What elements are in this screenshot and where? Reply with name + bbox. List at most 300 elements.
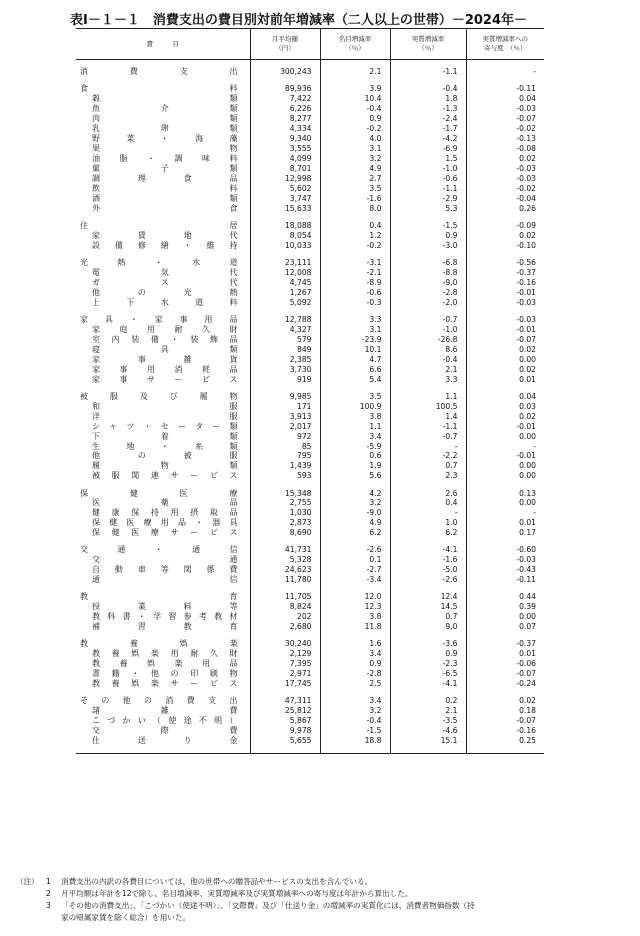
note-number: 3 — [46, 901, 51, 910]
cell-contrib: -0.02 — [466, 124, 544, 134]
cell-real: 0.4 — [390, 498, 466, 508]
cell-contrib: 0.01 — [466, 375, 544, 385]
label-char: 健 — [111, 528, 120, 538]
cell-amount: 1,267 — [250, 288, 320, 298]
spacer-row — [76, 481, 544, 488]
cell-amount: 8,701 — [250, 164, 320, 174]
category-row — [76, 696, 544, 706]
subcategory-row — [76, 716, 544, 726]
subcategory-row — [76, 114, 544, 124]
cell-amount: 4,334 — [250, 124, 320, 134]
label-char: 習 — [168, 612, 177, 622]
cell-amount: 300,243 — [250, 67, 320, 77]
cell-nominal: 6.6 — [320, 365, 390, 375]
subcategory-row — [76, 268, 544, 278]
label-char: 保 — [80, 488, 88, 498]
subcategory-row — [76, 241, 544, 251]
label-char: 雑 — [160, 706, 169, 716]
label-char: 雑 — [183, 354, 192, 364]
cell-contrib: 0.39 — [466, 602, 544, 612]
label-char: サ — [170, 471, 179, 481]
subcategory-row — [76, 204, 544, 214]
cell-nominal: 3.2 — [320, 706, 390, 716]
row-label-text — [76, 679, 250, 689]
cell-real: -2.8 — [390, 288, 466, 298]
label-char: 動 — [114, 565, 123, 575]
row-label-text — [76, 442, 250, 452]
label-char: 家 — [80, 314, 88, 324]
row-label — [76, 622, 250, 632]
label-char: 送 — [137, 736, 146, 746]
subcategory-row — [76, 335, 544, 345]
label-char: 事 — [137, 354, 146, 364]
label-char: の — [144, 696, 153, 706]
note-item — [16, 876, 636, 888]
label-char: 健 — [109, 518, 118, 528]
cell-real: -2.6 — [390, 575, 466, 585]
cell-nominal: 3.4 — [320, 432, 390, 442]
cell-nominal: -3.4 — [320, 575, 390, 585]
cell-real: -3.6 — [390, 639, 466, 649]
cell-contrib: -0.07 — [466, 114, 544, 124]
cell-nominal: 10.1 — [320, 345, 390, 355]
cell-amount: 9,978 — [250, 726, 320, 736]
label-char: 光 — [80, 257, 88, 267]
row-label — [76, 649, 250, 659]
cell-contrib: -0.01 — [466, 422, 544, 432]
label-char: 電 — [92, 267, 100, 277]
label-char: 道 — [195, 297, 204, 307]
label-char: 交 — [80, 545, 88, 555]
label-char: 療 — [143, 518, 152, 528]
cell-real: 1.0 — [390, 518, 466, 528]
cell-real: 2.3 — [390, 471, 466, 481]
label-char: 繕 — [160, 240, 169, 250]
label-char: 楽 — [150, 679, 159, 689]
row-label-text — [76, 736, 250, 746]
row-label-text — [76, 422, 250, 432]
row-label — [76, 706, 250, 716]
label-char: 係 — [206, 565, 215, 575]
label-char: 途 — [183, 716, 192, 726]
cell-contrib: 0.00 — [466, 612, 544, 622]
cell-nominal: -0.4 — [320, 104, 390, 114]
spacer-row — [76, 308, 544, 315]
cell-contrib: - — [466, 67, 544, 77]
label-char: 代 — [229, 267, 238, 277]
cell-amount: 2,873 — [250, 518, 320, 528]
row-label — [76, 375, 250, 385]
row-label — [76, 114, 250, 124]
label-char: 連 — [150, 471, 159, 481]
cell-real: -8.8 — [390, 268, 466, 278]
row-label — [76, 716, 250, 726]
label-char: 用 — [202, 659, 210, 669]
label-char: 物 — [229, 669, 238, 679]
label-char: び — [169, 391, 178, 401]
cell-nominal: 3.4 — [320, 696, 390, 706]
cell-nominal: -2.7 — [320, 565, 390, 575]
cell-contrib: 0.26 — [466, 204, 544, 214]
row-label — [76, 104, 250, 114]
cell-contrib: -0.03 — [466, 164, 544, 174]
cell-nominal: 3.8 — [320, 412, 390, 422]
label-char: 水 — [192, 257, 201, 267]
label-char: 療 — [229, 488, 238, 498]
label-char: 器 — [212, 518, 221, 528]
subcategory-row — [76, 184, 544, 194]
spacer-row — [76, 385, 544, 392]
cell-nominal: 6.2 — [320, 528, 390, 538]
subcategory-row — [76, 124, 544, 134]
cell-real: 15.1 — [390, 736, 466, 746]
cell-amount: 4,327 — [250, 325, 320, 335]
label-char: 設 — [92, 240, 100, 250]
cell-nominal: -2.8 — [320, 669, 390, 679]
label-char: 養 — [129, 639, 138, 649]
cell-amount: 11,780 — [250, 575, 320, 585]
row-label — [76, 545, 250, 555]
row-label-text — [76, 461, 250, 471]
label-char: 際 — [160, 726, 169, 736]
cell-real: 0.2 — [390, 696, 466, 706]
label-char: 用 — [204, 314, 213, 324]
header-nominal: 名目増減率 （％） — [320, 29, 390, 60]
label-char: 生 — [92, 441, 100, 451]
row-label — [76, 592, 250, 602]
row-label-text — [76, 528, 250, 538]
cell-nominal: 3.2 — [320, 498, 390, 508]
label-char: づ — [107, 716, 116, 726]
cell-amount: 5,328 — [250, 555, 320, 565]
cell-contrib: -0.60 — [466, 545, 544, 555]
label-char: 書 — [92, 669, 100, 679]
cell-amount: 579 — [250, 335, 320, 345]
subcategory-row — [76, 659, 544, 669]
subcategory-row — [76, 471, 544, 481]
label-char: 家 — [92, 230, 100, 240]
cell-contrib: -0.03 — [466, 174, 544, 184]
cell-nominal: 8.0 — [320, 204, 390, 214]
cell-real: -6.5 — [390, 669, 466, 679]
row-label — [76, 402, 250, 412]
row-label-text — [76, 639, 250, 649]
label-char: 用 — [160, 518, 169, 528]
cell-contrib: 0.00 — [466, 471, 544, 481]
label-char: 参 — [183, 612, 192, 622]
cell-contrib: 0.07 — [466, 622, 544, 632]
subcategory-row — [76, 144, 544, 154]
label-char: 服 — [229, 401, 238, 411]
label-char: 用 — [170, 508, 179, 518]
label-char: 教 — [92, 612, 100, 622]
label-char: 持 — [150, 508, 159, 518]
cell-nominal: 4.9 — [320, 164, 390, 174]
cell-amount: 12,998 — [250, 174, 320, 184]
cell-amount: 3,747 — [250, 194, 320, 204]
label-char: 久 — [202, 324, 210, 334]
row-label-text — [76, 518, 250, 528]
label-char: 光 — [183, 287, 192, 297]
label-char: 健 — [129, 488, 138, 498]
subcategory-row — [76, 345, 544, 355]
row-label — [76, 565, 250, 575]
label-char: 熱 — [117, 257, 126, 267]
cell-real: 100.5 — [390, 402, 466, 412]
label-char: ・ — [143, 421, 152, 431]
cell-contrib: -0.03 — [466, 298, 544, 308]
label-char: 交 — [92, 555, 100, 565]
row-label — [76, 461, 250, 471]
label-char: 保 — [131, 508, 140, 518]
label-char: 健 — [92, 508, 100, 518]
spacer-row — [76, 77, 544, 84]
header-real: 実質増減率 （％） — [390, 29, 466, 60]
label-char: 養 — [111, 679, 120, 689]
row-label — [76, 204, 250, 214]
cell-real: -2.4 — [390, 114, 466, 124]
row-label — [76, 315, 250, 325]
cell-real: 2.1 — [390, 365, 466, 375]
label-char: 備 — [114, 240, 123, 250]
category-row — [76, 221, 544, 231]
label-char: 料 — [229, 297, 238, 307]
cell-amount: 795 — [250, 451, 320, 461]
label-char: 賃 — [137, 230, 146, 240]
row-label — [76, 335, 250, 345]
label-char: 内 — [111, 334, 120, 344]
cell-real: 0.7 — [390, 612, 466, 622]
cell-real: -4.1 — [390, 679, 466, 689]
label-char: 摂 — [190, 508, 199, 518]
label-char: 装 — [190, 334, 199, 344]
row-label-text — [76, 649, 250, 659]
label-char: 類 — [229, 441, 238, 451]
cell-real: -2.3 — [390, 659, 466, 669]
cell-amount: 5,867 — [250, 716, 320, 726]
label-char: ス — [160, 277, 169, 287]
cell-nominal: -0.2 — [320, 124, 390, 134]
row-label — [76, 268, 250, 278]
label-char: 財 — [229, 649, 238, 659]
cell-nominal: 3.5 — [320, 392, 390, 402]
cell-contrib: 0.02 — [466, 412, 544, 422]
subcategory-row — [76, 736, 544, 746]
label-char: 料 — [229, 154, 238, 163]
table-body — [76, 60, 544, 754]
cell-contrib: -0.11 — [466, 575, 544, 585]
cell-nominal: -2.1 — [320, 268, 390, 278]
label-char: 他 — [92, 451, 100, 461]
cell-amount: 3,730 — [250, 365, 320, 375]
subcategory-row — [76, 432, 544, 442]
cell-amount: 2,755 — [250, 498, 320, 508]
label-char: ス — [229, 471, 238, 481]
cell-amount: 972 — [250, 432, 320, 442]
row-label — [76, 134, 250, 144]
header-item: 費 目 — [76, 29, 250, 60]
label-char: 地 — [183, 230, 192, 240]
label-char: 被 — [80, 391, 88, 401]
subcategory-row — [76, 679, 544, 689]
label-char: 代 — [229, 230, 238, 240]
label-char: ・ — [154, 257, 163, 267]
label-char: 卵 — [160, 124, 169, 134]
subcategory-row — [76, 355, 544, 365]
note-number: 2 — [46, 889, 51, 898]
label-char: 服 — [229, 411, 238, 421]
cell-nominal: 2.7 — [320, 174, 390, 184]
label-char: ビ — [202, 374, 210, 384]
cell-contrib: -0.16 — [466, 278, 544, 288]
label-char: 他 — [92, 287, 100, 297]
subcategory-row — [76, 231, 544, 241]
label-char: セ — [160, 421, 169, 431]
subcategory-row — [76, 461, 544, 471]
label-char: 家 — [92, 374, 100, 384]
label-char: 医 — [92, 498, 100, 508]
subcategory-row — [76, 602, 544, 612]
row-label — [76, 288, 250, 298]
label-char: 類 — [229, 94, 238, 104]
label-char: 保 — [92, 528, 100, 538]
cell-amount: 2,129 — [250, 649, 320, 659]
row-label-text — [76, 489, 250, 499]
cell-amount: 2,971 — [250, 669, 320, 679]
label-char: 信 — [229, 545, 238, 555]
label-char: ャ — [109, 421, 118, 431]
row-label-text — [76, 278, 250, 288]
label-char: 料 — [229, 84, 238, 94]
subcategory-row — [76, 94, 544, 104]
cell-real: 1.4 — [390, 412, 466, 422]
row-label — [76, 194, 250, 204]
label-char: ー — [177, 421, 186, 431]
cell-real: -6.8 — [390, 258, 466, 268]
cell-amount: 849 — [250, 345, 320, 355]
cell-contrib: 0.01 — [466, 649, 544, 659]
cell-real: -1.1 — [390, 422, 466, 432]
cell-real: 9.0 — [390, 622, 466, 632]
label-char: ガ — [92, 277, 100, 287]
label-char: 出 — [229, 696, 238, 706]
label-char: 養 — [111, 649, 120, 659]
label-char: 食 — [229, 203, 238, 213]
label-char: 乳 — [92, 124, 100, 134]
cell-real: -2.0 — [390, 298, 466, 308]
label-char: 維 — [206, 240, 215, 250]
label-char: 籍 — [111, 669, 120, 679]
label-char: ス — [229, 679, 238, 689]
label-char: 品 — [229, 334, 238, 344]
row-label — [76, 726, 250, 736]
category-row — [76, 592, 544, 602]
label-char: 洋 — [92, 411, 100, 421]
cell-contrib: 0.02 — [466, 365, 544, 375]
subcategory-row — [76, 612, 544, 622]
label-char: 品 — [229, 498, 238, 508]
label-char: 楽 — [229, 639, 238, 649]
cell-amount: 11,705 — [250, 592, 320, 602]
row-label — [76, 412, 250, 422]
label-char: 家 — [92, 354, 100, 364]
label-char: （ — [153, 716, 162, 726]
row-label — [76, 241, 250, 251]
cell-nominal: 1.2 — [320, 231, 390, 241]
cell-contrib: 0.01 — [466, 518, 544, 528]
cell-amount: 8,824 — [250, 602, 320, 612]
label-char: 費 — [229, 726, 238, 736]
cell-nominal: -3.1 — [320, 258, 390, 268]
label-char: 他 — [150, 669, 159, 679]
subcategory-row — [76, 706, 544, 716]
cell-contrib: -0.13 — [466, 134, 544, 144]
cell-amount: 15,348 — [250, 489, 320, 499]
cell-real: 5.3 — [390, 204, 466, 214]
cell-nominal: -0.4 — [320, 716, 390, 726]
label-char: 類 — [229, 163, 238, 173]
cell-amount: 1,030 — [250, 508, 320, 518]
label-char: 調 — [92, 173, 100, 183]
cell-nominal: -0.6 — [320, 288, 390, 298]
cell-real: - — [390, 508, 466, 518]
cell-amount: 47,311 — [250, 696, 320, 706]
label-char: ・ — [170, 334, 179, 344]
label-char: 上 — [92, 297, 100, 307]
cell-contrib: -0.01 — [466, 325, 544, 335]
label-char: 教 — [80, 639, 88, 649]
subcategory-row — [76, 442, 544, 452]
label-char: 出 — [229, 67, 238, 77]
row-label — [76, 575, 250, 585]
cell-nominal: 5.6 — [320, 471, 390, 481]
cell-real: 0.9 — [390, 649, 466, 659]
label-char: 具 — [104, 314, 113, 324]
cell-contrib: 0.44 — [466, 592, 544, 602]
spacer-row — [76, 214, 544, 221]
header-contribution: 実質増減率への 寄与度 （％） — [466, 29, 544, 60]
label-char: い — [137, 716, 146, 726]
label-char: サ — [170, 679, 179, 689]
cell-nominal: 12.0 — [320, 592, 390, 602]
label-char: 野 — [92, 134, 100, 144]
cell-real: -1.1 — [390, 184, 466, 194]
label-char: 費 — [129, 67, 138, 77]
row-label-text — [76, 335, 250, 345]
cell-nominal: 0.6 — [320, 451, 390, 461]
label-char: り — [183, 736, 192, 746]
row-label — [76, 278, 250, 288]
label-char: 家 — [92, 324, 100, 334]
label-char: 習 — [137, 622, 146, 632]
row-label — [76, 736, 250, 746]
category-row — [76, 258, 544, 268]
label-char: 保 — [92, 518, 100, 528]
label-char: 教 — [92, 659, 100, 669]
cell-amount: 17,745 — [250, 679, 320, 689]
cell-amount: 4,745 — [250, 278, 320, 288]
cell-contrib: -0.03 — [466, 315, 544, 325]
subcategory-row — [76, 325, 544, 335]
row-label-text — [76, 298, 250, 308]
label-char: 信 — [229, 575, 238, 585]
label-char: 穀 — [92, 94, 100, 104]
label-char: 授 — [92, 602, 100, 612]
cell-contrib: -0.03 — [466, 555, 544, 565]
subcategory-row — [76, 422, 544, 432]
label-char: 交 — [92, 726, 100, 736]
label-char: 菓 — [92, 163, 100, 173]
